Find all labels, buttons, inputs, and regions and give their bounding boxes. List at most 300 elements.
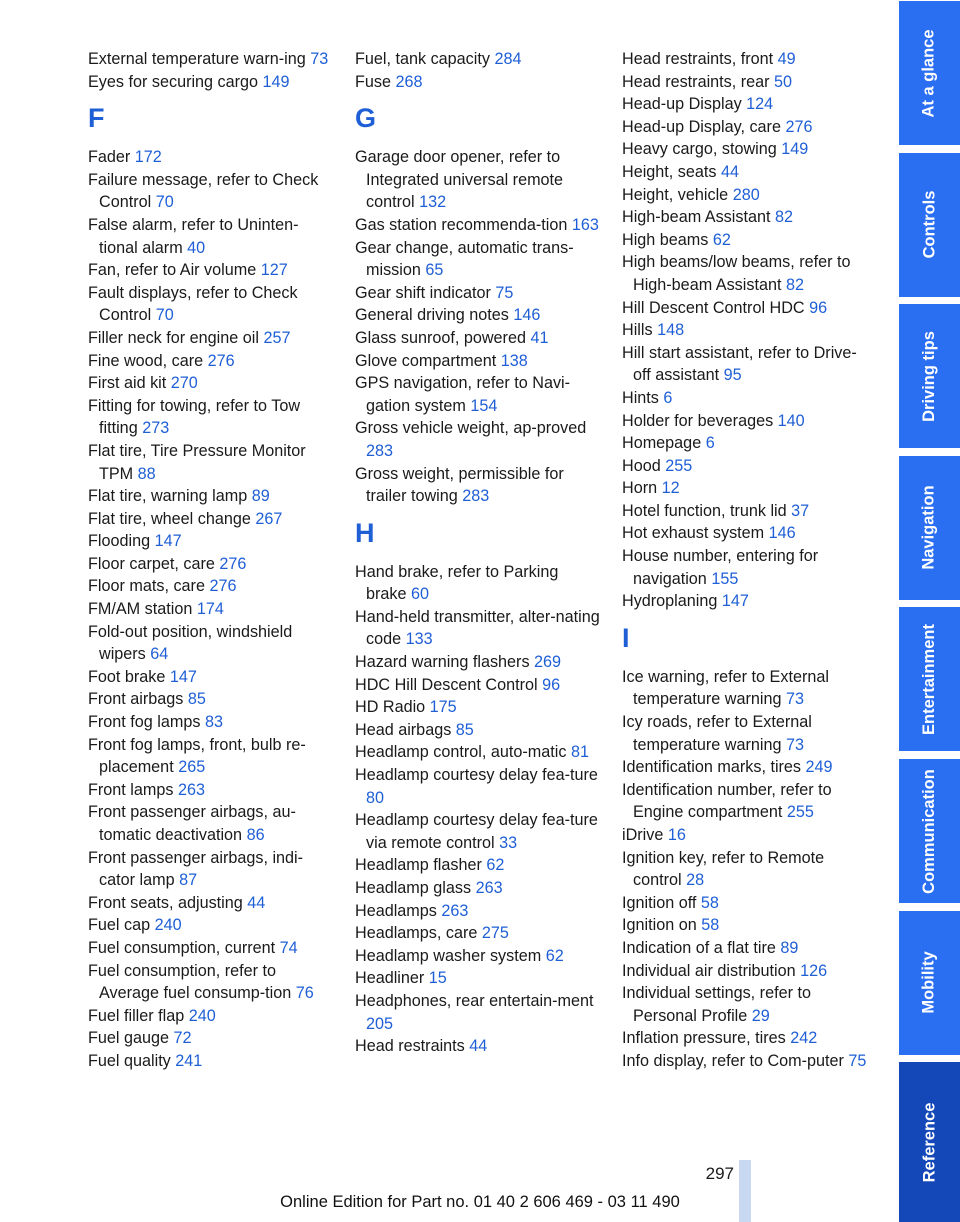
index-entry-term: Front passenger airbags, indi-cator lamp: [88, 848, 304, 890]
index-entry-term: General driving notes: [355, 306, 514, 325]
index-entry-page-link[interactable]: 154: [470, 396, 498, 415]
index-entry: [355, 606, 600, 651]
chapter-tab[interactable]: [899, 911, 960, 1055]
index-entry: [88, 711, 333, 734]
index-entry-page-link[interactable]: 82: [785, 275, 804, 294]
index-entry-page-link[interactable]: 44: [720, 162, 739, 181]
index-entry-term: Gross vehicle weight, ap-proved: [355, 419, 587, 438]
index-entry-term: Ignition off: [622, 893, 701, 912]
index-entry-page-link[interactable]: 88: [137, 464, 156, 483]
index-entry: [622, 1027, 867, 1050]
index-entry-page-link[interactable]: 242: [790, 1029, 818, 1048]
index-entry-page-link[interactable]: 273: [142, 419, 170, 438]
index-entry-term: Fan, refer to Air volume: [88, 261, 261, 280]
index-entry: [622, 824, 867, 847]
index-entry-page-link[interactable]: 148: [657, 321, 685, 340]
index-entry-term: Fuel, tank capacity: [355, 50, 495, 68]
index-entry: [355, 945, 600, 968]
index-entry-page-link[interactable]: 276: [209, 577, 237, 596]
index-entry-page-link[interactable]: 276: [207, 351, 235, 370]
index-entry-page-link[interactable]: 149: [781, 140, 809, 159]
index-entry-term: Identification marks, tires: [622, 758, 806, 777]
index-entry-term: House number, entering for navigation: [622, 547, 819, 588]
index-entry-page-link[interactable]: 132: [419, 193, 447, 212]
index-entry-term: Gear change, automatic trans-mission: [355, 238, 574, 280]
index-entry: [88, 779, 333, 802]
index-entry-term: Height, vehicle: [622, 185, 733, 204]
index-entry-term: Garage door opener, refer to Integrated universal remote control: [355, 148, 564, 212]
index-entry-page-link[interactable]: 12: [661, 479, 680, 498]
index-entry-term: High beams: [622, 230, 713, 249]
index-entry: [622, 500, 867, 523]
index-entry: [355, 350, 600, 373]
index-entry-term: Head restraints: [355, 1037, 470, 1056]
index-entry: [622, 297, 867, 320]
index-entry-term: Fault displays, refer to Check Control: [88, 283, 298, 325]
index-entry: [355, 282, 600, 305]
index-entry-page-link[interactable]: 147: [154, 532, 182, 551]
index-entry-term: GPS navigation, refer to Navi-gation system: [355, 374, 571, 415]
index-entry: [88, 892, 333, 915]
index-entry-term: False alarm, refer to Uninten-tional alarm: [88, 215, 299, 257]
index-entry-term: Info display, refer to Com-puter: [622, 1051, 849, 1070]
index-entry: [622, 666, 867, 711]
index-entry-term: Glove compartment: [355, 351, 501, 370]
index-entry-page-link[interactable]: 44: [247, 893, 266, 912]
index-entry-term: Fold-out position, windshield wipers: [88, 622, 293, 664]
index-entry-term: Headliner: [355, 969, 429, 988]
index-entry-term: Hood: [622, 456, 666, 475]
index-entry: [355, 463, 600, 508]
index-entry-term: Foot brake: [88, 667, 170, 686]
index-entry-page-link[interactable]: 89: [780, 938, 799, 957]
index-entry-page-link[interactable]: 163: [571, 215, 599, 234]
index-entry-term: Floor mats, care: [88, 577, 210, 596]
index-entry-term: Ignition key, refer to Remote control: [622, 848, 825, 890]
index-entry-term: Fitting for towing, refer to Tow fitting: [88, 396, 301, 438]
index-entry: [622, 892, 867, 915]
index-entry: [88, 282, 333, 327]
index-entry-term: Identification number, refer to Engine compartment: [622, 780, 832, 822]
index-entry-term: Head restraints, front: [622, 50, 778, 68]
index-entry-term: Head-up Display, care: [622, 117, 786, 136]
index-entry-page-link[interactable]: 50: [774, 72, 793, 91]
index-entry: [88, 1027, 333, 1050]
index-entry-page-link[interactable]: 172: [134, 148, 162, 167]
index-entry-term: Holder for beverages: [622, 411, 778, 430]
index-entry: [355, 327, 600, 350]
index-entry-page-link[interactable]: 146: [768, 524, 796, 543]
index-entry: [622, 319, 867, 342]
index-entry-term: External temperature warn-ing: [88, 50, 311, 68]
index-entry-term: Front passenger airbags, au-tomatic deactivation: [88, 803, 296, 844]
index-entry: [88, 485, 333, 508]
index-entry-page-link[interactable]: 133: [405, 630, 433, 649]
index-entry: [88, 598, 333, 621]
index-entry: [88, 48, 333, 71]
index-entry-page-link[interactable]: 174: [196, 600, 224, 619]
index-entry-page-link[interactable]: 283: [366, 441, 394, 460]
index-entry-term: Headphones, rear entertain-ment: [355, 991, 594, 1010]
index-entry-page-link[interactable]: 240: [188, 1006, 216, 1025]
index-entry: [355, 854, 600, 877]
index-entry-term: Individual settings, refer to Personal Profile: [622, 984, 811, 1025]
index-entry-page-link[interactable]: 83: [204, 713, 223, 732]
index-entry: [622, 522, 867, 545]
index-entry: [88, 734, 333, 779]
index-entry: [622, 477, 867, 500]
index-entry: [622, 184, 867, 207]
index-entry-page-link[interactable]: 72: [173, 1029, 192, 1048]
index-entry: [355, 1035, 600, 1058]
index-entry-page-link[interactable]: 124: [746, 95, 774, 114]
index-entry-page-link[interactable]: 127: [260, 261, 288, 280]
index-entry-term: iDrive: [622, 826, 668, 844]
index-entry-page-link[interactable]: 249: [805, 758, 833, 777]
index-entry-page-link[interactable]: 60: [411, 585, 430, 604]
index-entry-term: Fuel gauge: [88, 1029, 174, 1048]
index-entry-page-link[interactable]: 255: [786, 803, 814, 822]
page-number: 297: [705, 1164, 734, 1183]
index-entry-term: Gross weight, permissible for trailer towing: [355, 464, 564, 506]
index-entry: [622, 48, 867, 71]
index-entry-page-link[interactable]: 80: [366, 788, 385, 807]
chapter-tab-label: Mobility: [920, 951, 939, 1014]
index-entry: [622, 116, 867, 139]
index-entry: [88, 688, 333, 711]
index-entry-page-link[interactable]: 33: [499, 833, 518, 852]
index-entry: [355, 764, 600, 809]
index-entry: [355, 651, 600, 674]
index-section-letter: H: [355, 517, 375, 548]
index-entry-term: Front fog lamps: [88, 713, 205, 732]
chapter-tab[interactable]: [899, 456, 960, 600]
index-entry: [355, 372, 600, 417]
index-entry: [88, 327, 333, 350]
index-entry-term: Front fog lamps, front, bulb re-placement: [88, 735, 306, 777]
chapter-tab-label: Controls: [920, 190, 938, 259]
index-entry-page-link[interactable]: 16: [667, 826, 686, 844]
chapter-tab-sidebar: [899, 0, 960, 1222]
index-entry: [88, 960, 333, 1005]
index-entry-page-link[interactable]: 240: [154, 916, 182, 935]
index-entry-page-link[interactable]: 65: [425, 261, 444, 280]
index-entry-page-link[interactable]: 62: [545, 946, 564, 965]
index-entry-page-link[interactable]: 73: [310, 50, 329, 68]
index-entry-term: Icy roads, refer to External temperature warning: [622, 713, 812, 754]
index-entry-page-link[interactable]: 87: [179, 871, 198, 890]
index-entry-page-link[interactable]: 58: [701, 916, 720, 935]
index-section-letter: G: [355, 103, 377, 134]
index-entry: [355, 146, 600, 214]
index-entry-page-link[interactable]: 44: [469, 1037, 488, 1056]
index-entry-page-link[interactable]: 268: [395, 72, 423, 91]
index-entry-page-link[interactable]: 147: [169, 667, 197, 686]
index-entry-term: Hills: [622, 321, 658, 340]
index-entry-term: Hill Descent Control HDC: [622, 298, 810, 317]
index-entry: [88, 1005, 333, 1028]
index-entry-page-link[interactable]: 85: [455, 720, 474, 739]
index-entry: [355, 417, 600, 462]
index-entry: [88, 937, 333, 960]
index-entry-term: Headlamp washer system: [355, 946, 546, 965]
index-entry: [355, 48, 600, 71]
chapter-tab[interactable]: [899, 153, 960, 297]
chapter-tab-label: Communication: [920, 768, 939, 894]
index-entry-term: Fuel consumption, current: [88, 938, 280, 957]
index-entry-page-link[interactable]: 6: [663, 388, 673, 407]
index-entry-page-link[interactable]: 267: [255, 509, 283, 528]
index-entry: [355, 877, 600, 900]
index-entry-page-link[interactable]: 155: [711, 569, 739, 588]
index-entry-term: Headlamp glass: [355, 879, 476, 897]
index-entry: [622, 982, 867, 1027]
index-entry-page-link[interactable]: 241: [175, 1051, 203, 1070]
index-entry-page-link[interactable]: 275: [481, 924, 509, 943]
index-entry: [622, 410, 867, 433]
index-entry-page-link[interactable]: 255: [665, 456, 693, 475]
index-entry: [88, 372, 333, 395]
chapter-tab[interactable]: [899, 1, 960, 145]
index-entry: [355, 237, 600, 282]
index-entry-page-link[interactable]: 81: [570, 743, 589, 762]
index-entry-term: Flat tire, Tire Pressure Monitor TPM: [88, 441, 306, 483]
index-entry-term: Hand-held transmitter, alter-nating code: [355, 607, 600, 649]
index-entry-term: Ice warning, refer to External temperature warning: [622, 667, 829, 709]
index-entry: [355, 304, 600, 327]
index-entry-term: Front airbags: [88, 690, 188, 709]
index-entry: [88, 666, 333, 689]
index-entry-page-link[interactable]: 28: [686, 871, 705, 890]
index-entry-term: Hazard warning flashers: [355, 653, 535, 672]
index-entry-page-link[interactable]: 29: [751, 1006, 770, 1025]
index-entry-page-link[interactable]: 85: [187, 690, 206, 709]
index-entry-term: Glass sunroof, powered: [355, 328, 531, 347]
index-entry-page-link[interactable]: 73: [785, 690, 804, 709]
index-entry-page-link[interactable]: 126: [800, 961, 828, 980]
index-entry-page-link[interactable]: 89: [251, 487, 270, 506]
chapter-tab-label: Driving tips: [920, 330, 939, 422]
index-entry-term: Headlamp courtesy delay fea-ture: [355, 766, 598, 785]
index-entry: [622, 545, 867, 590]
index-entry-term: Hydroplaning: [622, 592, 722, 611]
index-entry-term: Head restraints, rear: [622, 72, 775, 91]
index-entry-term: Front lamps: [88, 780, 178, 799]
chapter-tab-label: At a glance: [920, 28, 938, 118]
index-entry-page-link[interactable]: 269: [534, 653, 562, 672]
index-entry-page-link[interactable]: 276: [219, 554, 247, 573]
index-entry-page-link[interactable]: 58: [700, 893, 719, 912]
index-entry: [355, 214, 600, 237]
index-entry-page-link[interactable]: 205: [366, 1014, 394, 1033]
chapter-tab[interactable]: [899, 607, 960, 751]
index-entry-page-link[interactable]: 62: [712, 230, 731, 249]
index-entry-page-link[interactable]: 138: [500, 351, 528, 370]
index-entry-term: Filler neck for engine oil: [88, 328, 264, 347]
index-entry: [622, 847, 867, 892]
index-section-letter: I: [622, 622, 630, 653]
index-entry-term: HDC Hill Descent Control: [355, 675, 543, 694]
index-entry-page-link[interactable]: 140: [777, 411, 805, 430]
index-entry: [355, 719, 600, 742]
index-entry: [622, 960, 867, 983]
index-entry-term: Inflation pressure, tires: [622, 1029, 791, 1048]
index-entry: [622, 1050, 867, 1073]
index-entry: [355, 674, 600, 697]
index-entry-page-link[interactable]: 149: [262, 72, 290, 91]
index-entry: [88, 575, 333, 598]
index-entry-term: Individual air distribution: [622, 961, 801, 980]
index-entry-term: Eyes for securing cargo: [88, 72, 263, 91]
index-entry-page-link[interactable]: 75: [495, 283, 514, 302]
index-entry-page-link[interactable]: 96: [542, 675, 561, 694]
index-entry-page-link[interactable]: 86: [246, 826, 265, 844]
index-entry: [622, 455, 867, 478]
index-entry-term: Fuel cap: [88, 916, 155, 935]
index-entry-page-link[interactable]: 70: [155, 193, 174, 212]
index-entry-page-link[interactable]: 263: [475, 879, 503, 897]
index-entry: [622, 711, 867, 756]
index-entry-page-link[interactable]: 49: [777, 50, 796, 68]
index-entry-page-link[interactable]: 64: [150, 645, 169, 664]
index-entry: [355, 71, 600, 94]
index-entry-page-link[interactable]: 146: [513, 306, 541, 325]
index-entry: [355, 741, 600, 764]
index-entry-term: Headlamps, care: [355, 924, 482, 943]
index-entry: [88, 169, 333, 214]
index-entry-term: Head airbags: [355, 720, 456, 739]
index-entry-page-link[interactable]: 95: [723, 366, 742, 385]
index-entry-page-link[interactable]: 263: [177, 780, 205, 799]
chapter-tab[interactable]: [899, 759, 960, 903]
index-entry-term: Fader: [88, 148, 135, 167]
index-entry-page-link[interactable]: 75: [848, 1051, 867, 1070]
index-entry-page-link[interactable]: 280: [732, 185, 760, 204]
index-entry: [622, 432, 867, 455]
index-entry-term: Fuel filler flap: [88, 1006, 189, 1025]
index-entry-page-link[interactable]: 73: [785, 735, 804, 754]
index-entry-page-link[interactable]: 41: [530, 328, 549, 347]
index-entry-page-link[interactable]: 265: [178, 758, 206, 777]
index-entry: [622, 590, 867, 613]
index-entry-term: Failure message, refer to Check Control: [88, 170, 319, 212]
index-entry: [622, 206, 867, 229]
index-entry: [622, 229, 867, 252]
index-column-1: [88, 48, 333, 1073]
index-entry-page-link[interactable]: 96: [809, 298, 828, 317]
index-entry-term: Fuel quality: [88, 1051, 176, 1070]
index-entry-page-link[interactable]: 276: [785, 117, 813, 136]
index-entry: [622, 756, 867, 779]
index-column-3: [622, 48, 867, 1073]
index-entry-page-link[interactable]: 263: [441, 901, 469, 920]
index-entry-page-link[interactable]: 62: [486, 856, 505, 875]
index-entry: [622, 251, 867, 296]
index-entry-term: Ignition on: [622, 916, 702, 935]
index-entry: [355, 967, 600, 990]
index-entry: [88, 214, 333, 259]
index-entry: [88, 553, 333, 576]
index-entry: [355, 990, 600, 1035]
index-entry: [88, 621, 333, 666]
index-entry: [622, 342, 867, 387]
index-entry-page-link[interactable]: 283: [462, 487, 490, 506]
index-entry: [88, 530, 333, 553]
index-entry-term: Head-up Display: [622, 95, 747, 114]
chapter-tab-label: Entertainment: [920, 623, 938, 735]
index-entry: [622, 161, 867, 184]
index-entry-term: Flat tire, warning lamp: [88, 487, 252, 506]
index-section-letter: F: [88, 103, 105, 134]
index-entry-term: Indication of a flat tire: [622, 938, 781, 957]
index-entry-term: Headlamp courtesy delay fea-ture via remote control: [355, 811, 598, 852]
index-entry: [88, 395, 333, 440]
index-entry: [622, 387, 867, 410]
index-entry-term: Horn: [622, 479, 662, 498]
index-entry-term: Hand brake, refer to Parking brake: [355, 562, 559, 604]
index-entry-page-link[interactable]: 6: [705, 434, 715, 453]
index-entry: [88, 1050, 333, 1073]
index-entry-term: Hotel function, trunk lid: [622, 501, 792, 520]
index-entry-page-link[interactable]: 257: [263, 328, 291, 347]
index-entry: [88, 440, 333, 485]
index-entry: [88, 350, 333, 373]
index-entry-page-link[interactable]: 37: [791, 501, 810, 520]
index-entry: [355, 809, 600, 854]
index-entry-term: Hints: [622, 388, 664, 407]
index-entry-page-link[interactable]: 70: [155, 306, 174, 325]
index-entry-term: Floor carpet, care: [88, 554, 220, 573]
index-entry: [622, 138, 867, 161]
chapter-tab-label: Navigation: [920, 485, 939, 570]
index-entry: [88, 847, 333, 892]
index-entry-term: Headlamp flasher: [355, 856, 487, 875]
chapter-tab-label: Reference: [920, 1102, 939, 1182]
index-entry-page-link[interactable]: 74: [279, 938, 298, 957]
index-column-2: [355, 48, 600, 1058]
index-entry-term: Hill start assistant, refer to Drive-off assistant: [622, 343, 857, 385]
index-entry: [88, 259, 333, 282]
index-entry: [88, 146, 333, 169]
index-entry-page-link[interactable]: 147: [721, 592, 749, 611]
index-entry-page-link[interactable]: 270: [170, 374, 198, 393]
index-entry: [355, 696, 600, 719]
index-entry-term: Fuse: [355, 72, 396, 91]
chapter-tab[interactable]: [899, 304, 960, 448]
index-entry-page-link[interactable]: 15: [428, 969, 447, 988]
index-entry-term: Gas station recommenda-tion: [355, 215, 572, 234]
index-entry-term: Headlamp control, auto-matic: [355, 743, 571, 762]
index-entry-term: Front seats, adjusting: [88, 893, 248, 912]
index-entry: [355, 561, 600, 606]
index-entry-page-link[interactable]: 40: [187, 238, 206, 257]
index-entry-page-link[interactable]: 82: [774, 208, 793, 227]
index-entry: [88, 71, 333, 94]
footer-edition-text: Online Edition for Part no. 01 40 2 606 469 - 03 11 490: [280, 1193, 680, 1211]
index-entry-term: Flat tire, wheel change: [88, 509, 256, 528]
index-entry-term: Hot exhaust system: [622, 524, 769, 543]
index-entry-page-link[interactable]: 284: [494, 50, 522, 68]
index-entry-term: FM/AM station: [88, 600, 197, 619]
index-entry-term: Height, seats: [622, 162, 721, 181]
index-entry-page-link[interactable]: 175: [429, 698, 457, 717]
index-entry: [355, 922, 600, 945]
index-entry-term: High-beam Assistant: [622, 208, 775, 227]
index-entry-term: Headlamps: [355, 901, 442, 920]
index-entry-page-link[interactable]: 76: [295, 984, 314, 1003]
index-entry: [622, 779, 867, 824]
index-entry-term: Fuel consumption, refer to Average fuel consump-tion: [88, 961, 296, 1003]
